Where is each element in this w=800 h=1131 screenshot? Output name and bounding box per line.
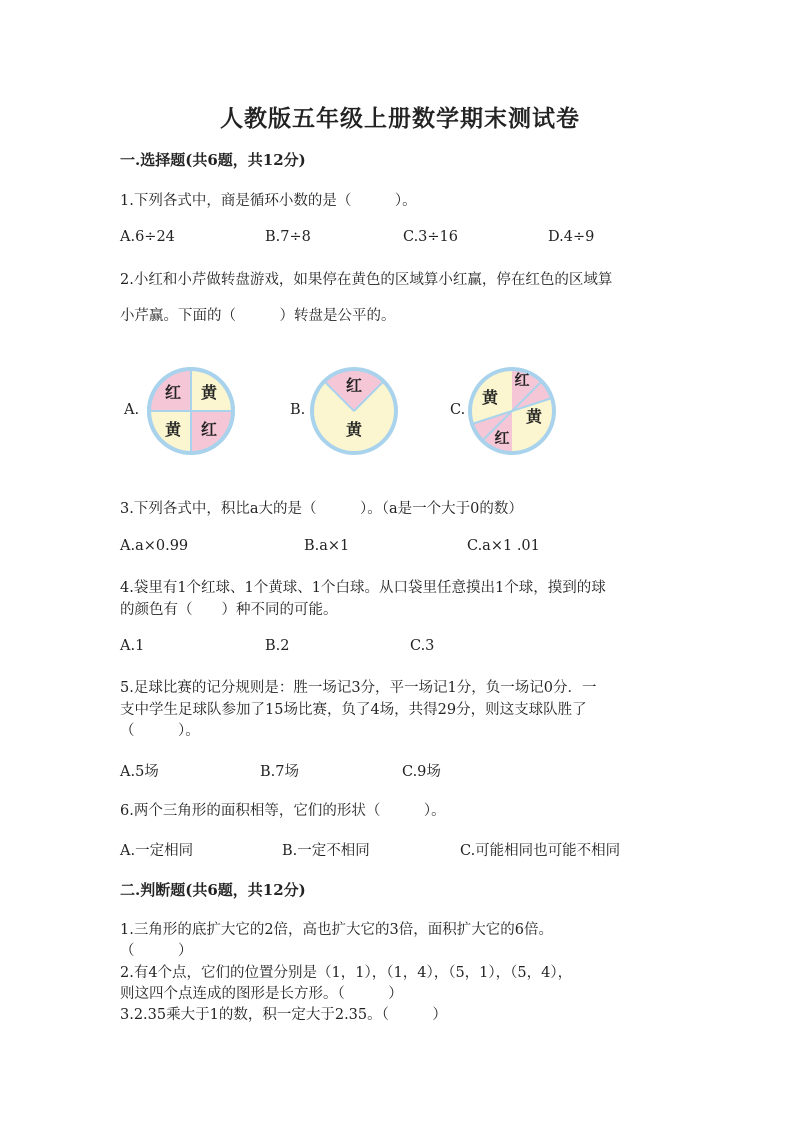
spinner-c-red-label-1: 红 — [514, 371, 530, 389]
spinner-a-red-label-2: 红 — [200, 420, 218, 439]
question-5-stem-line1: 5.足球比赛的记分规则是：胜一场记3分，平一场记1分，负一场记0分．一 — [120, 680, 597, 696]
section-heading-judgement: 二.判断题(共6题，共12分) — [120, 881, 306, 899]
spinner-c-yellow-label-1: 黄 — [481, 388, 499, 407]
spinner-c — [466, 365, 558, 457]
question-1-option-c: C.3÷16 — [403, 229, 459, 245]
question-1-option-a: A.6÷24 — [120, 229, 175, 245]
question-4-option-b: B.2 — [265, 638, 290, 654]
spinner-c-yellow-label-2: 黄 — [525, 407, 543, 426]
question-3-option-a: A.a×0.99 — [120, 538, 189, 554]
question-3-option-c: C.a×1 .01 — [467, 538, 540, 554]
question-3-option-b: B.a×1 — [304, 538, 350, 554]
question-2-stem-line1: 2.小红和小芹做转盘游戏，如果停在黄色的区域算小红赢，停在红色的区域算 — [120, 272, 613, 288]
judgement-2-stem-line1: 2.有4个点，它们的位置分别是（1，1），（1，4），（5，1），（5，4）， — [120, 965, 573, 981]
spinner-a-label: A. — [124, 402, 140, 418]
question-5-option-b: B.7场 — [260, 764, 299, 780]
judgement-1-stem: 1.三角形的底扩大它的2倍，高也扩大它的3倍，面积扩大它的6倍。 — [120, 922, 554, 938]
question-2-stem-line2: 小芹赢。下面的（ ）转盘是公平的。 — [120, 308, 396, 324]
question-4-stem-line2: 的颜色有（ ）种不同的可能。 — [120, 602, 338, 618]
question-1-stem: 1.下列各式中，商是循环小数的是（ ）。 — [120, 193, 417, 209]
spinner-a-red-label-1: 红 — [164, 383, 182, 402]
question-4-option-c: C.3 — [410, 638, 435, 654]
spinner-b — [308, 365, 400, 457]
spinner-c-red-label-2: 红 — [494, 429, 510, 447]
page-title: 人教版五年级上册数学期末测试卷 — [220, 105, 580, 132]
question-3-stem: 3.下列各式中，积比a大的是（ ）。（a是一个大于0的数） — [120, 501, 523, 517]
question-5-stem-line2: 支中学生足球队参加了15场比赛，负了4场，共得29分，则这支球队胜了 — [120, 702, 587, 718]
question-5-option-c: C.9场 — [402, 764, 441, 780]
spinner-b-label: B. — [290, 402, 306, 418]
spinner-a-yellow-label-1: 黄 — [200, 383, 218, 402]
question-6-option-c: C.可能相同也可能不相同 — [460, 843, 621, 859]
judgement-2-stem-line2: 则这四个点连成的图形是长方形。（ ） — [120, 986, 403, 1002]
question-5-option-a: A.5场 — [120, 764, 159, 780]
question-4-stem-line1: 4.袋里有1个红球、1个黄球、1个白球。从口袋里任意摸出1个球，摸到的球 — [120, 580, 606, 596]
section-heading-choice: 一.选择题(共6题，共12分) — [120, 151, 306, 169]
judgement-1-paren: （ ） — [120, 943, 193, 959]
question-6-stem: 6.两个三角形的面积相等，它们的形状（ ）。 — [120, 803, 446, 819]
question-1-option-b: B.7÷8 — [265, 229, 311, 245]
judgement-3-stem: 3.2.35乘大于1的数，积一定大于2.35。（ ） — [120, 1007, 447, 1023]
question-6-option-b: B.一定不相同 — [282, 843, 370, 859]
question-6-option-a: A.一定相同 — [120, 843, 194, 859]
spinner-c-label: C. — [450, 402, 466, 418]
spinner-b-yellow-label: 黄 — [345, 420, 363, 439]
spinner-b-red-label: 红 — [345, 376, 363, 395]
question-5-stem-line3: （ ）。 — [120, 723, 200, 739]
question-1-option-d: D.4÷9 — [548, 229, 595, 245]
spinner-a-yellow-label-2: 黄 — [164, 420, 182, 439]
spinner-a — [145, 365, 237, 457]
question-4-option-a: A.1 — [120, 638, 145, 654]
